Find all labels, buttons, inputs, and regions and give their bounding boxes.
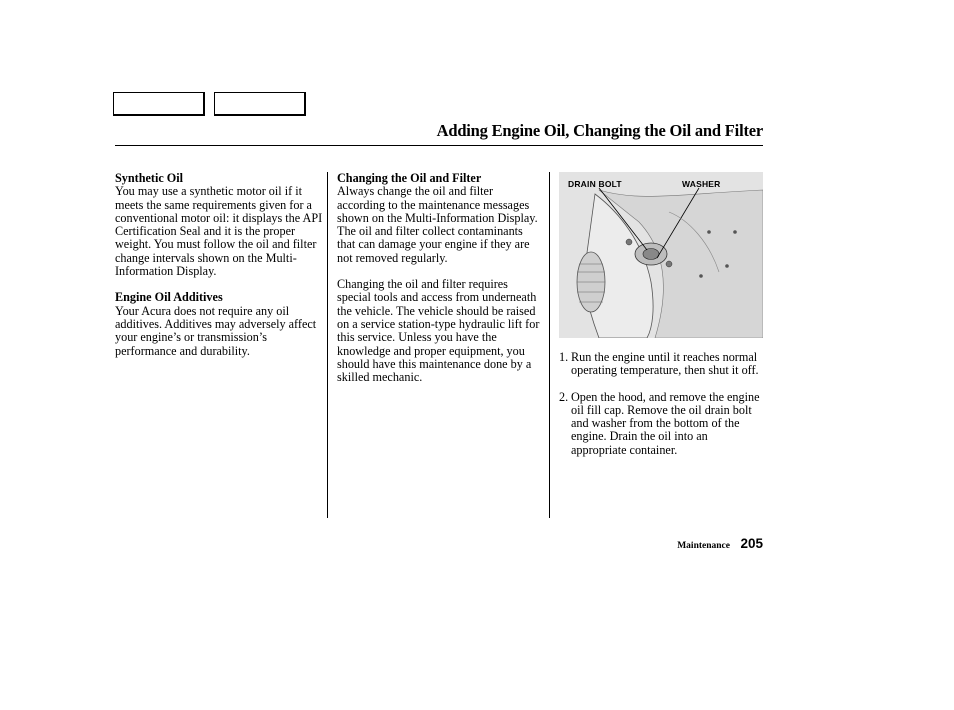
list-item	[559, 391, 764, 457]
changing-oil-text: Always change the oil and filter according to the maintenance messages shown on the Multi-Information Display. The oil and filter collect contaminants that can damage your engine if they are not removed regularly.	[337, 184, 538, 265]
page-title: Adding Engine Oil, Changing the Oil and Filter	[436, 121, 763, 140]
nav-tab-1[interactable]	[113, 92, 205, 116]
oil-additives-text: Your Acura does not require any oil additives. Additives may adversely affect your engine’s or transmission’s performance and durability.	[115, 303, 317, 358]
procedure-steps	[559, 351, 764, 457]
engine-underside-drawing	[559, 172, 763, 338]
column-divider	[327, 172, 328, 518]
column-divider	[549, 172, 550, 518]
step-number: 1.	[559, 350, 569, 364]
column-middle	[337, 172, 543, 384]
step-text: Open the hood, and remove the engine oil fill cap. Remove the oil drain bolt and washer from the bottom of the engine. Drain the oil into an appropriate container.	[571, 389, 760, 457]
drain-bolt-illustration	[559, 172, 763, 338]
changing-oil-text-2: Changing the oil and filter requires special tools and access from underneath the vehicle. The vehicle should be raised on a service station-type hydraulic lift for this service. Unless you have the knowledge and proper equipment, you should have this maintenance done by a skilled mechanic.	[337, 277, 540, 385]
washer-label: WASHER	[682, 179, 721, 189]
oil-additives-heading: Engine Oil Additives	[115, 290, 223, 305]
step-number: 2.	[559, 389, 569, 404]
column-left	[115, 172, 323, 358]
synthetic-oil-text: You may use a synthetic motor oil if it meets the same requirements given for a conventional motor oil: it displays the API Certification Seal and it is the proper weight. You must follow the oil and filter change intervals shown on the Multi-Information Display.	[115, 184, 323, 279]
drain-bolt-label: DRAIN BOLT	[568, 179, 622, 189]
changing-oil-heading: Changing the Oil and Filter	[337, 171, 482, 185]
footer-section-name: Maintenance	[677, 541, 730, 551]
page-number: 205	[740, 536, 763, 551]
title-divider	[115, 145, 763, 146]
synthetic-oil-heading: Synthetic Oil	[115, 171, 184, 185]
step-text: Run the engine until it reaches normal operating temperature, then shut it off.	[571, 350, 759, 378]
list-item	[559, 351, 764, 378]
nav-tab-2[interactable]	[214, 92, 306, 116]
column-right	[559, 172, 764, 470]
